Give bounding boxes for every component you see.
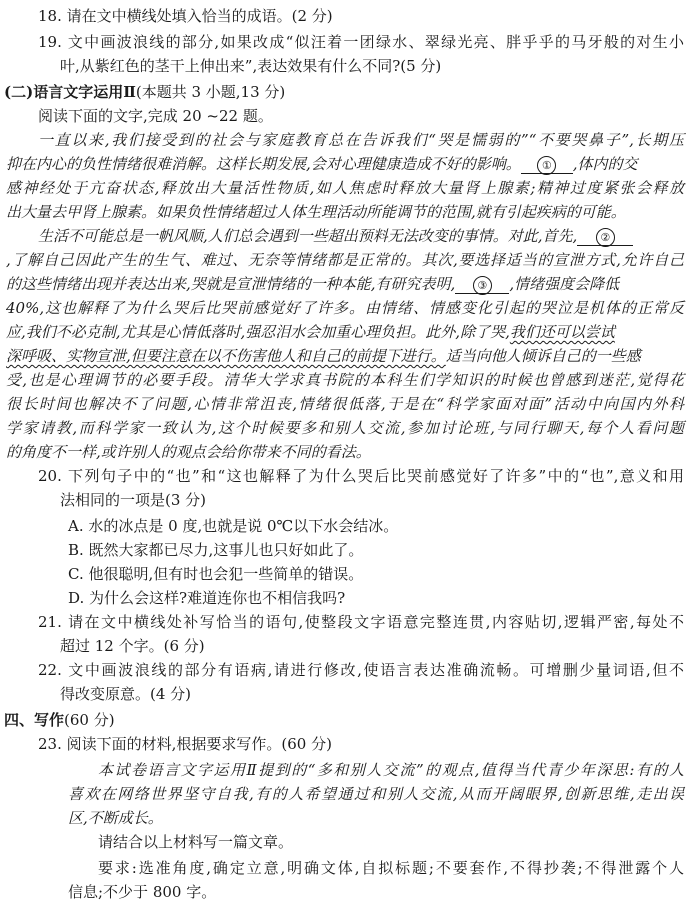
requirements-line-1: 要求:选准角度,确定立意,明确文体,自拟标题;不要套作,不得抄袭;不得泄露个人 [98, 859, 684, 877]
question-19-line-1: 19. 文中画波浪线的部分,如果改成“似汪着一团绿水、翠绿光亮、胖乎乎的马牙般的对生小 [38, 33, 684, 51]
section-2-instruction: 阅读下面的文字,完成 20 ~22 题。 [38, 107, 273, 125]
passage-p1-line-1: 一直以来,我们接受到的社会与家庭教育总在告诉我们“哭是懦弱的”“不要哭鼻子”,长期压 [38, 131, 684, 149]
material-line-3: 区,不断成长。 [68, 809, 163, 827]
passage-p2-line-3-tail: ,情绪强度会降低 [509, 275, 620, 293]
option-c[interactable]: C. 他很聪明,但有时也会犯一些简单的错误。 [68, 565, 364, 583]
passage-p2-line-1 [38, 224, 633, 248]
passage-p2-line-8: 很长时间也解决不了问题,心情非常沮丧,情绪很低落,于是在“科学家面对面”活动中向国内外科 [6, 395, 684, 413]
option-b[interactable]: B. 既然大家都已尽力,这事儿也只好如此了。 [68, 541, 364, 559]
material-line-1: 本试卷语言文字运用Ⅱ提到的“多和别人交流”的观点,值得当代青少年深思:有的人 [98, 761, 684, 779]
passage-p1-line-2-text: 抑在内心的负性情绪很难消解。这样长期发展,会对心理健康造成不好的影响。 [6, 155, 521, 173]
passage-p1-line-4: 出大量去甲肾上腺素。如果负性情绪超过人体生理活动所能调节的范围,就有引起疾病的可能。 [6, 203, 626, 221]
question-23-line-1: 23. 阅读下面的材料,根据要求写作。(60 分) [38, 735, 332, 753]
passage-p2-line-4: 40%,这也解释了为什么哭后比哭前感觉好了许多。由情绪、情感变化引起的哭泣是机体的正常反 [6, 299, 684, 317]
section-2-note: (本题共 3 小题,13 分) [135, 83, 286, 101]
passage-p2-line-9: 学家请教,而科学家一致认为,这个时候要多和别人交流,参加讨论班,与同行聊天,每个人看问题 [6, 419, 684, 437]
requirements-line-2: 信息;不少于 800 字。 [68, 883, 217, 901]
passage-p2-line-3 [6, 272, 619, 296]
blank-3-number: ③ [473, 276, 492, 295]
passage-p1-line-2 [6, 152, 684, 176]
section-4-note: (60 分) [64, 711, 115, 729]
blank-1-number: ① [537, 156, 556, 175]
answer-blank-1[interactable] [521, 155, 573, 174]
question-22-line-2: 得改变原意。(4 分) [60, 685, 192, 703]
option-a[interactable]: A. 水的冰点是 0 度,也就是说 0℃以下水会结冰。 [68, 517, 399, 535]
passage-p1-line-2-tail: ,体内的交 [572, 155, 638, 173]
section-2-title: (二)语言文字运用Ⅱ [4, 83, 136, 101]
wavy-underlined-text-1: 我们还可以尝试 [509, 323, 615, 341]
question-19-line-2: 叶,从紫红色的茎干上伸出来”,表达效果有什么不同?(5 分) [60, 57, 442, 75]
answer-blank-2[interactable] [577, 227, 633, 246]
material-line-2: 喜欢在网络世界坚守自我,有的人希望通过和别人交流,从而开阔眼界,创新思维,走出误 [68, 785, 684, 803]
blank-2-number: ② [596, 228, 615, 247]
passage-p2-line-7: 受,也是心理调节的必要手段。清华大学求真书院的本科生们学知识的时候也曾感到迷茫,觉得花 [6, 371, 684, 389]
question-21-line-2: 超过 12 个字。(6 分) [60, 637, 205, 655]
writing-prompt: 请结合以上材料写一篇文章。 [98, 833, 294, 851]
wavy-underlined-text-2: 深呼吸、实物宣泄,但要注意在以不伤害他人和自己的前提下进行。 [6, 347, 446, 365]
question-22-line-1: 22. 文中画波浪线的部分有语病,请进行修改,使语言表达准确流畅。可增删少量词语,但不 [38, 661, 684, 679]
question-18: 18. 请在文中横线处填入恰当的成语。(2 分) [38, 7, 333, 25]
question-20-line-1: 20. 下列句子中的“也”和“这也解释了为什么哭后比哭前感觉好了许多”中的“也”,意义和用 [38, 467, 684, 485]
answer-blank-3[interactable] [455, 275, 509, 294]
passage-p2-line-6 [6, 344, 641, 368]
passage-p2-line-5-text: 应,我们不必克制,尤其是心情低落时,强忍泪水会加重心理负担。此外,除了哭, [6, 323, 510, 341]
section-2-heading [4, 80, 285, 104]
option-d[interactable]: D. 为什么会这样?难道连你也不相信我吗? [68, 589, 346, 607]
section-4-title: 四、写作 [4, 711, 65, 729]
passage-p2-line-2: ,了解自己因此产生的生气、难过、无奈等情绪都是正常的。其次,要选择适当的宣泄方式,允许自己 [6, 251, 684, 269]
passage-p2-line-10: 的角度不一样,或许别人的观点会给你带来不同的看法。 [6, 443, 371, 461]
section-4-heading [4, 708, 115, 732]
passage-p1-line-3: 感神经处于亢奋状态,释放出大量活性物质,如人焦虑时释放大量肾上腺素;精神过度紧张会释放 [6, 179, 684, 197]
passage-p2-line-5 [6, 320, 615, 344]
question-21-line-1: 21. 请在文中横线处补写恰当的语句,使整段文字语意完整连贯,内容贴切,逻辑严密,每处不 [38, 613, 684, 631]
passage-p2-line-1-text: 生活不可能总是一帆风顺,人们总会遇到一些超出预料无法改变的事情。对此,首先, [38, 227, 578, 245]
passage-p2-line-6-tail: 适当向他人倾诉自己的一些感 [445, 347, 641, 365]
question-20-line-2: 法相同的一项是(3 分) [60, 491, 207, 509]
passage-p2-line-3-text: 的这些情绪出现并表达出来,哭就是宣泄情绪的一种本能,有研究表明, [6, 275, 456, 293]
